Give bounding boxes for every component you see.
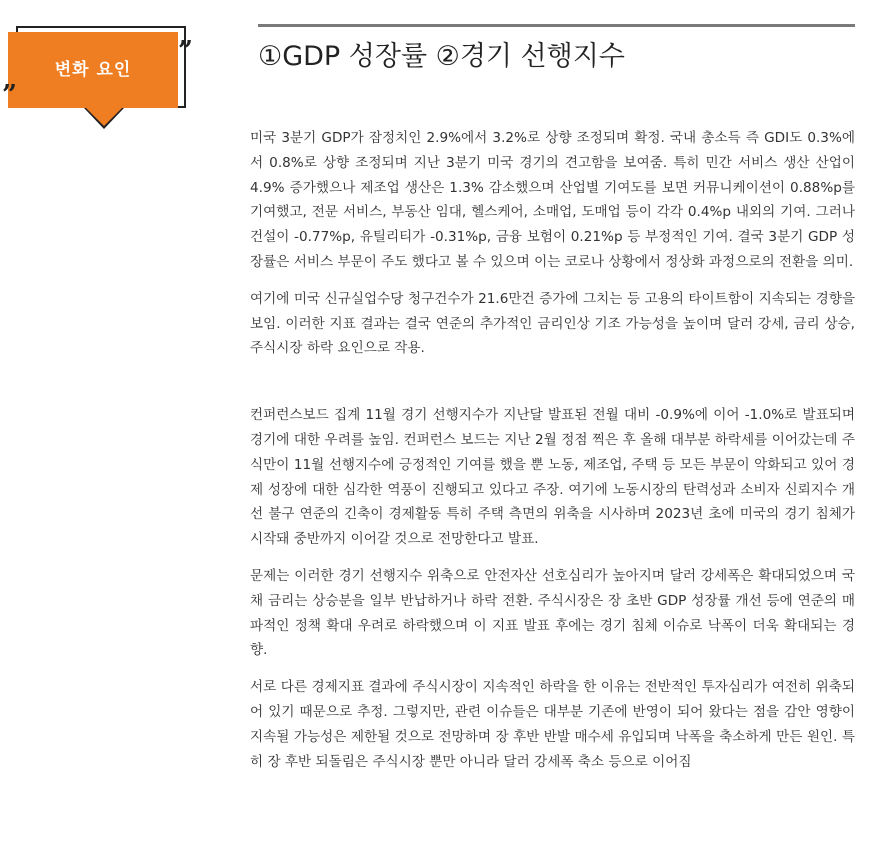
opening-quote-icon: ” <box>2 80 17 110</box>
paragraph-jobless-claims: 여기에 미국 신규실업수당 청구건수가 21.6만건 증가에 그치는 등 고용의 타이트함이 지속되는 경향을 보임. 이러한 지표 결과는 결국 연준의 추가적인 금리인상 기조 가능성을 높이며 달러 강세, 금리 상승, 주식시장 하락 요인으로 작용. <box>250 290 855 357</box>
title-rule <box>258 24 855 27</box>
badge-tail <box>86 108 122 126</box>
body-text <box>250 126 855 786</box>
badge-label: 변화 요인 <box>54 60 132 80</box>
paragraph-leading-index: 컨퍼런스보드 집계 11월 경기 선행지수가 지난달 발표된 전월 대비 -0.9%에 이어 -1.0%로 발표되며 경기에 대한 우려를 높임. 컨퍼런스 보드는 지난 2월 정점 찍은 후 올해 대부분 하락세를 이어갔는데 주식만이 11월 선행지수에 긍정적인 기여를 했을 뿐 노동, 제조업, 주택 등 모든 부문이 악화되고 있어 경제 성장에 대한 심각한 역풍이 진행되고 있다고 주장. 여기에 노동시장의 탄력성과 소비자 신뢰지수 개선 불구 연준의 긴축이 경제활동 특히 주택 측면의 위축을 시사하며 2023년 초에 미국의 경기 침체가 시작돼 중반까지 이어갈 것으로 전망한다고 발표. <box>250 407 855 548</box>
section-title: ①GDP 성장률 ②경기 선행지수 <box>258 41 625 72</box>
paragraph-sentiment: 서로 다른 경제지표 결과에 주식시장이 지속적인 하락을 한 이유는 전반적인 투자심리가 여전히 위축되어 있기 때문으로 추정. 그렇지만, 관련 이슈들은 대부분 기존에 반영이 되어 왔다는 점을 감안 영향이 지속될 가능성은 제한될 것으로 전망하며 장 후반 반발 매수세 유입되며 낙폭을 축소하게 만든 원인. 특히 장 후반 되돌림은 주식시장 뿐만 아니라 달러 강세폭 축소 등으로 이어짐 <box>250 679 856 770</box>
paragraph-safe-asset: 문제는 이러한 경기 선행지수 위축으로 안전자산 선호심리가 높아지며 달러 강세폭은 확대되었으며 국채 금리는 상승분을 일부 반납하거나 하락 전환. 주식시장은 장 초반 GDP 성장률 개선 등에 연준의 매파적인 정책 확대 우려로 하락했으며 이 지표 발표 후에는 경기 침체 이슈로 낙폭이 더욱 확대되는 경향. <box>250 567 855 659</box>
paragraph-gdp: 미국 3분기 GDP가 잠정치인 2.9%에서 3.2%로 상향 조정되며 확정. 국내 총소득 즉 GDI도 0.3%에서 0.8%로 상향 조정되며 지난 3분기 미국 경기의 견고함을 보여줌. 특히 민간 서비스 생산 산업이 4.9% 증가했으나 제조업 생산은 1.3% 감소했으며 산업별 기여도를 보면 커뮤니케이션이 0.88%p를 기여했고, 전문 서비스, 부동산 임대, 헬스케어, 소매업, 도매업 등이 각각 0.4%p 내외의 기여. 그러나 건설이 -0.77%p, 유틸리티가 -0.31%p, 금융 보험이 0.21%p 등 부정적인 기여. 결국 3분기 GDP 성장률은 서비스 부문이 주도 했다고 볼 수 있으며 이는 코로나 상황에서 정상화 과정으로의 전환을 의미. <box>250 130 855 270</box>
closing-quote-icon: ” <box>178 36 193 66</box>
change-factor-badge <box>8 26 188 108</box>
